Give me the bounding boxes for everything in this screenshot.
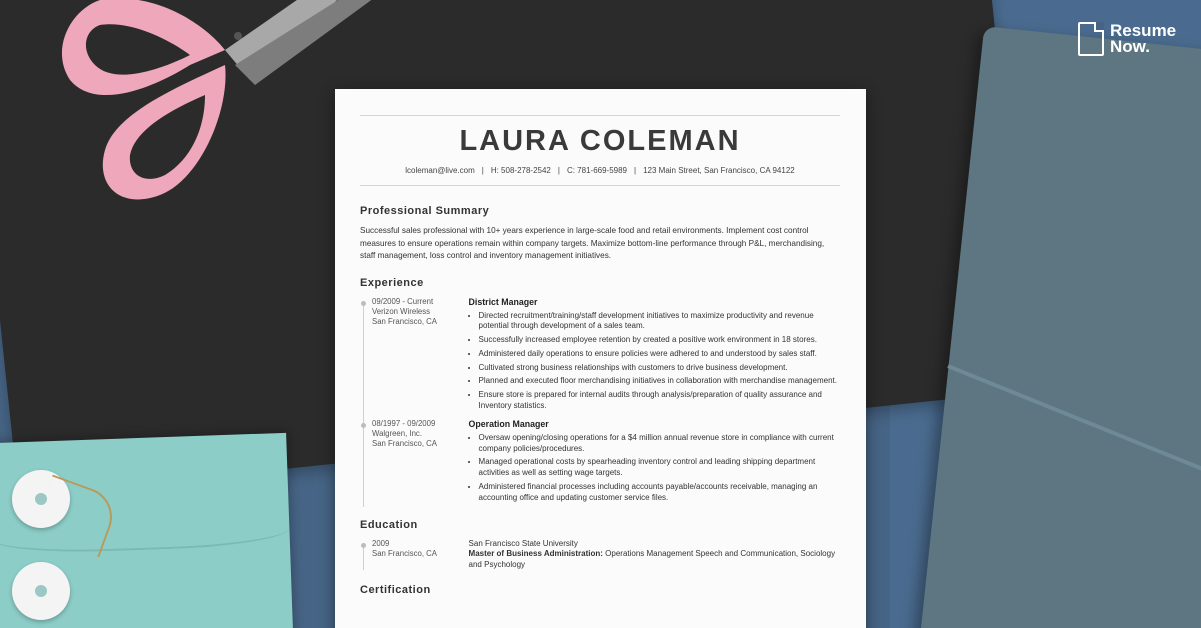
summary-text: Successful sales professional with 10+ years experience in large-scale food and retail environments. Implement cost control measures to ensure operations remain within company targets. Maximize bottom-line performance through P&L, merchandising, staff management, loss control and inventory management initiatives. [360,226,825,260]
contact-cell-phone: C: 781-669-5989 [566,166,627,175]
education-entry [360,539,840,571]
job-dates: 08/1997 - 09/2009 [372,418,436,428]
job-location: San Francisco, CA [372,316,437,326]
contact-email: lcoleman@live.com [405,166,475,175]
envelope-button-bottom [12,562,70,620]
timeline-dot [361,543,366,548]
contact-rule [360,185,840,186]
document-icon [1078,22,1104,56]
experience-list [360,297,840,507]
education-field: Operations Management Speech and Communication, Sociology and Psychology [468,549,836,569]
job-bullet: • Administered financial processes including accounts payable/accounts receivable, managing an accounting office and updating customer service files. [479,482,840,504]
education-degree-line [469,549,840,570]
job-company: Walgreen, Inc. [372,428,422,438]
education-school: San Francisco State University [468,538,578,548]
job-bullets [469,433,840,504]
job-bullet: • Cultivated strong business relationships with customers to drive business development. [479,363,840,374]
job-bullet: • Oversaw opening/closing operations for a $4 million annual revenue store in compliance with current company policies/procedures. [479,433,840,455]
job-bullet: • Managed operational costs by spearheading inventory control and leading shipping department activities as well as setting wage targets. [479,457,840,479]
job-location: San Francisco, CA [372,438,437,448]
brand-logo[interactable] [1078,22,1176,56]
job-bullets [469,311,840,412]
resume-name: LAURA COLEMAN [459,125,741,157]
education-degree: Master of Business Administration: [468,549,603,559]
experience-heading: Experience [360,276,424,289]
job-bullet: • Planned and executed floor merchandising initiatives in collaboration with merchandise management. [479,376,840,387]
contact-line: lcoleman@live.com | H: 508-278-2542 | C: 781-669-5989 | 123 Main Street, San Francisco, CA 94122 [405,166,795,175]
education-location: San Francisco, CA [372,548,437,558]
job-bullet: • Successfully increased employee retention by created a positive work environment in 18 stores. [479,335,840,346]
education-list [360,539,840,571]
job-bullet: • Ensure store is prepared for internal audits through analysis/preparation of quality assurance and Inventory statistics. [479,390,840,412]
notebook-band [947,364,1201,488]
job-entry [360,297,840,415]
timeline-dot [361,423,366,428]
job-company: Verizon Wireless [372,306,431,316]
job-dates: 09/2009 - Current [372,296,434,306]
brand-name: Resume Now. [1110,21,1177,56]
contact-home-phone: H: 508-278-2542 [490,166,551,175]
education-heading: Education [360,518,418,531]
timeline-dot [361,301,366,306]
certification-heading: Certification [360,584,431,597]
job-bullet: • Directed recruitment/training/staff development initiatives to maximize productivity and revenue potential through development of a sales team. [479,311,840,333]
summary-heading: Professional Summary [360,205,490,217]
top-rule [360,115,840,116]
education-year: 2009 [372,538,390,548]
job-entry [360,419,840,507]
job-bullet: • Administered daily operations to ensure policies were adhered to and understood by sales staff. [479,349,840,360]
resume-paper [335,89,866,628]
job-title: Operation Manager [468,418,549,429]
contact-address: 123 Main Street, San Francisco, CA 94122 [643,166,795,175]
job-title: District Manager [468,296,538,307]
